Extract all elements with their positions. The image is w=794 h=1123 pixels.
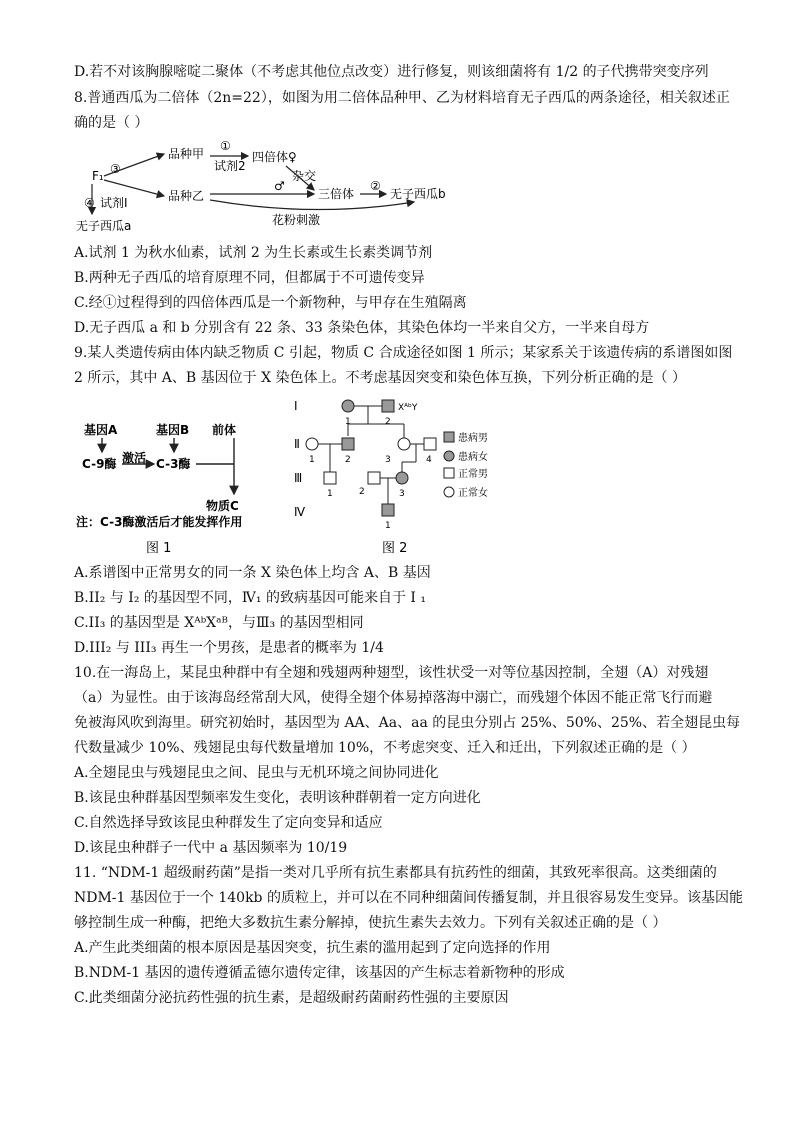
question-8-stem-cont: 确的是（ ）	[74, 115, 149, 131]
gene-b-label: 基因B	[156, 423, 190, 437]
num-ii4: 4	[426, 455, 432, 465]
question-11-stem-2: NDM-1 基因位于一个 140kb 的质粒上，并可以在不同种细菌间传播复制，并且很容易发生变异。该基因能	[74, 890, 743, 906]
num-i2: 2	[385, 417, 391, 427]
figure1-caption: 图 1	[146, 541, 172, 556]
option-9-d: D.III₂ 与 III₃ 再生一个男孩，是患者的概率为 1/4	[74, 640, 384, 656]
option-10-a: A.全翅昆虫与残翅昆虫之间、昆虫与无机环境之间协同进化	[74, 765, 439, 781]
question-10-stem-4: 代数量减少 10%、残翅昆虫每代数量增加 10%，不考虑突变、迁入和迁出，下列叙述正确的是（ ）	[74, 740, 696, 756]
variety-a-label: 品种甲	[168, 147, 205, 161]
option-10-c: C.自然选择导致该昆虫种群发生了定向变异和适应	[74, 815, 383, 831]
variety-b-label: 品种乙	[168, 189, 205, 203]
legend-normal-female: 正常女	[458, 488, 488, 499]
legend-affected-female: 患病女	[458, 452, 488, 463]
question-10-stem-3: 免被海风吹到海里。研究初始时，基因型为 AA、Aa、aa 的昆虫分别占 25%、50%、25%、若全翅昆虫每	[74, 715, 741, 731]
substance-c-label: 物质C	[206, 499, 239, 513]
seedless-a-label: 无子西瓜a	[76, 219, 132, 233]
precursor-label: 前体	[212, 423, 237, 437]
figure2-pedigree	[292, 396, 502, 558]
pollen-label: 花粉刺激	[272, 213, 321, 227]
activate-label: 激活	[122, 451, 147, 465]
question-9-stem: 9.某人类遗传病由体内缺乏物质 C 引起，物质 C 合成途径如图 1 所示；某家系关于该遗传病的系谱图如图	[74, 345, 733, 361]
num-ii3: 3	[385, 455, 391, 465]
seedless-b-label: 无子西瓜b	[390, 187, 446, 201]
c3-enzyme-label: C-3酶	[156, 457, 191, 471]
figure1-note: 注：C-3酶激活后才能发挥作用	[76, 515, 243, 529]
num-ii1: 1	[309, 455, 315, 465]
step3-label: ③	[110, 162, 121, 176]
option-8-prev-d: D.若不对该胸腺嘧啶二聚体（不考虑其他位点改变）进行修复，则该细菌将有 1/2 的子代携带突变序列	[74, 64, 709, 80]
num-iv1: 1	[385, 521, 391, 531]
figure1-pathway	[74, 418, 264, 558]
generation-iii: Ⅲ	[294, 471, 303, 485]
question-11-stem-3: 够控制生成一种酶，把绝大多数抗生素分解掉，使抗生素失去效力。下列有关叙述正确的是（ ）	[74, 915, 667, 931]
option-8-b: B.两种无子西瓜的培育原理不同，但都属于不可遗传变异	[74, 270, 425, 286]
gene-a-label: 基因A	[84, 423, 118, 437]
question-10-stem: 10.在一海岛上，某昆虫种群中有全翅和残翅两种翅型，该性状受一对等位基因控制，全翅（A）对残翅	[74, 665, 709, 681]
generation-ii: Ⅱ	[294, 437, 300, 451]
generation-iv: Ⅳ	[294, 505, 306, 519]
option-11-a: A.产生此类细菌的根本原因是基因突变，抗生素的滥用起到了定向选择的作用	[74, 940, 551, 956]
step4-label: ④	[84, 196, 95, 210]
c9-enzyme-label: C-9酶	[82, 457, 117, 471]
reagent2-label: 试剂2	[214, 159, 246, 173]
question-9-stem-cont: 2 所示，其中 A、B 基因位于 X 染色体上。不考虑基因突变和染色体互换，下列分析正确的是（ ）	[74, 370, 686, 386]
triploid-label: 三倍体	[318, 187, 355, 201]
num-iii2: 2	[359, 487, 365, 497]
melon-breeding-diagram	[74, 136, 454, 238]
option-11-c: C.此类细菌分泌抗药性强的抗生素，是超级耐药菌耐药性强的主要原因	[74, 990, 509, 1006]
male-symbol: ♂	[274, 179, 285, 193]
option-8-c: C.经①过程得到的四倍体西瓜是一个新物种，与甲存在生殖隔离	[74, 295, 467, 311]
genotype-label: XᴬᵇY	[398, 403, 418, 413]
num-i1: 1	[345, 417, 351, 427]
option-10-d: D.该昆虫种群子一代中 a 基因频率为 10/19	[74, 840, 348, 856]
legend-normal-male: 正常男	[458, 469, 488, 480]
option-9-b: B.II₂ 与 I₂ 的基因型不同，Ⅳ₁ 的致病基因可能来自于 I ₁	[74, 590, 426, 606]
step1-label: ①	[220, 139, 231, 153]
option-9-c: C.II₃ 的基因型是 XᴬᵇXᵃᴮ，与Ⅲ₃ 的基因型相同	[74, 615, 364, 631]
question-11-stem: 11. “NDM-1 超级耐药菌”是指一类对几乎所有抗生素都具有抗药性的细菌，其致死率很高。这类细菌的	[74, 865, 717, 881]
reagent1-label: 试剂Ⅰ	[100, 196, 128, 210]
question-8-stem: 8.普通西瓜为二倍体（2n=22），如图为用二倍体品种甲、乙为材料培育无子西瓜的两条途径，相关叙述正	[74, 90, 730, 106]
figure2-caption: 图 2	[382, 541, 408, 556]
num-ii2: 2	[345, 455, 351, 465]
option-8-d: D.无子西瓜 a 和 b 分别含有 22 条、33 条染色体，其染色体均一半来自父方，一半来自母方	[74, 320, 650, 336]
num-iii1: 1	[327, 489, 333, 499]
tetraploid-label: 四倍体♀	[252, 150, 297, 164]
option-10-b: B.该昆虫种群基因型频率发生变化，表明该种群朝着一定方向进化	[74, 790, 481, 806]
option-8-a: A.试剂 1 为秋水仙素，试剂 2 为生长素或生长素类调节剂	[74, 245, 433, 261]
option-9-a: A.系谱图中正常男女的同一条 X 染色体上均含 A、B 基因	[74, 565, 431, 581]
option-11-b: B.NDM-1 基因的遗传遵循孟德尔遗传定律，该基因的产生标志着新物种的形成	[74, 965, 565, 981]
legend-affected-male: 患病男	[458, 433, 488, 444]
generation-i: Ⅰ	[294, 399, 298, 413]
num-iii3: 3	[399, 489, 405, 499]
question-10-stem-2: （a）为显性。由于该海岛经常刮大风，使得全翅个体易掉落海中溺亡，而残翅个体因不能正常飞行而避	[74, 690, 713, 706]
cross-label: 杂交	[292, 169, 317, 183]
f1-label: F₁	[92, 169, 104, 183]
step2-label: ②	[370, 179, 381, 193]
